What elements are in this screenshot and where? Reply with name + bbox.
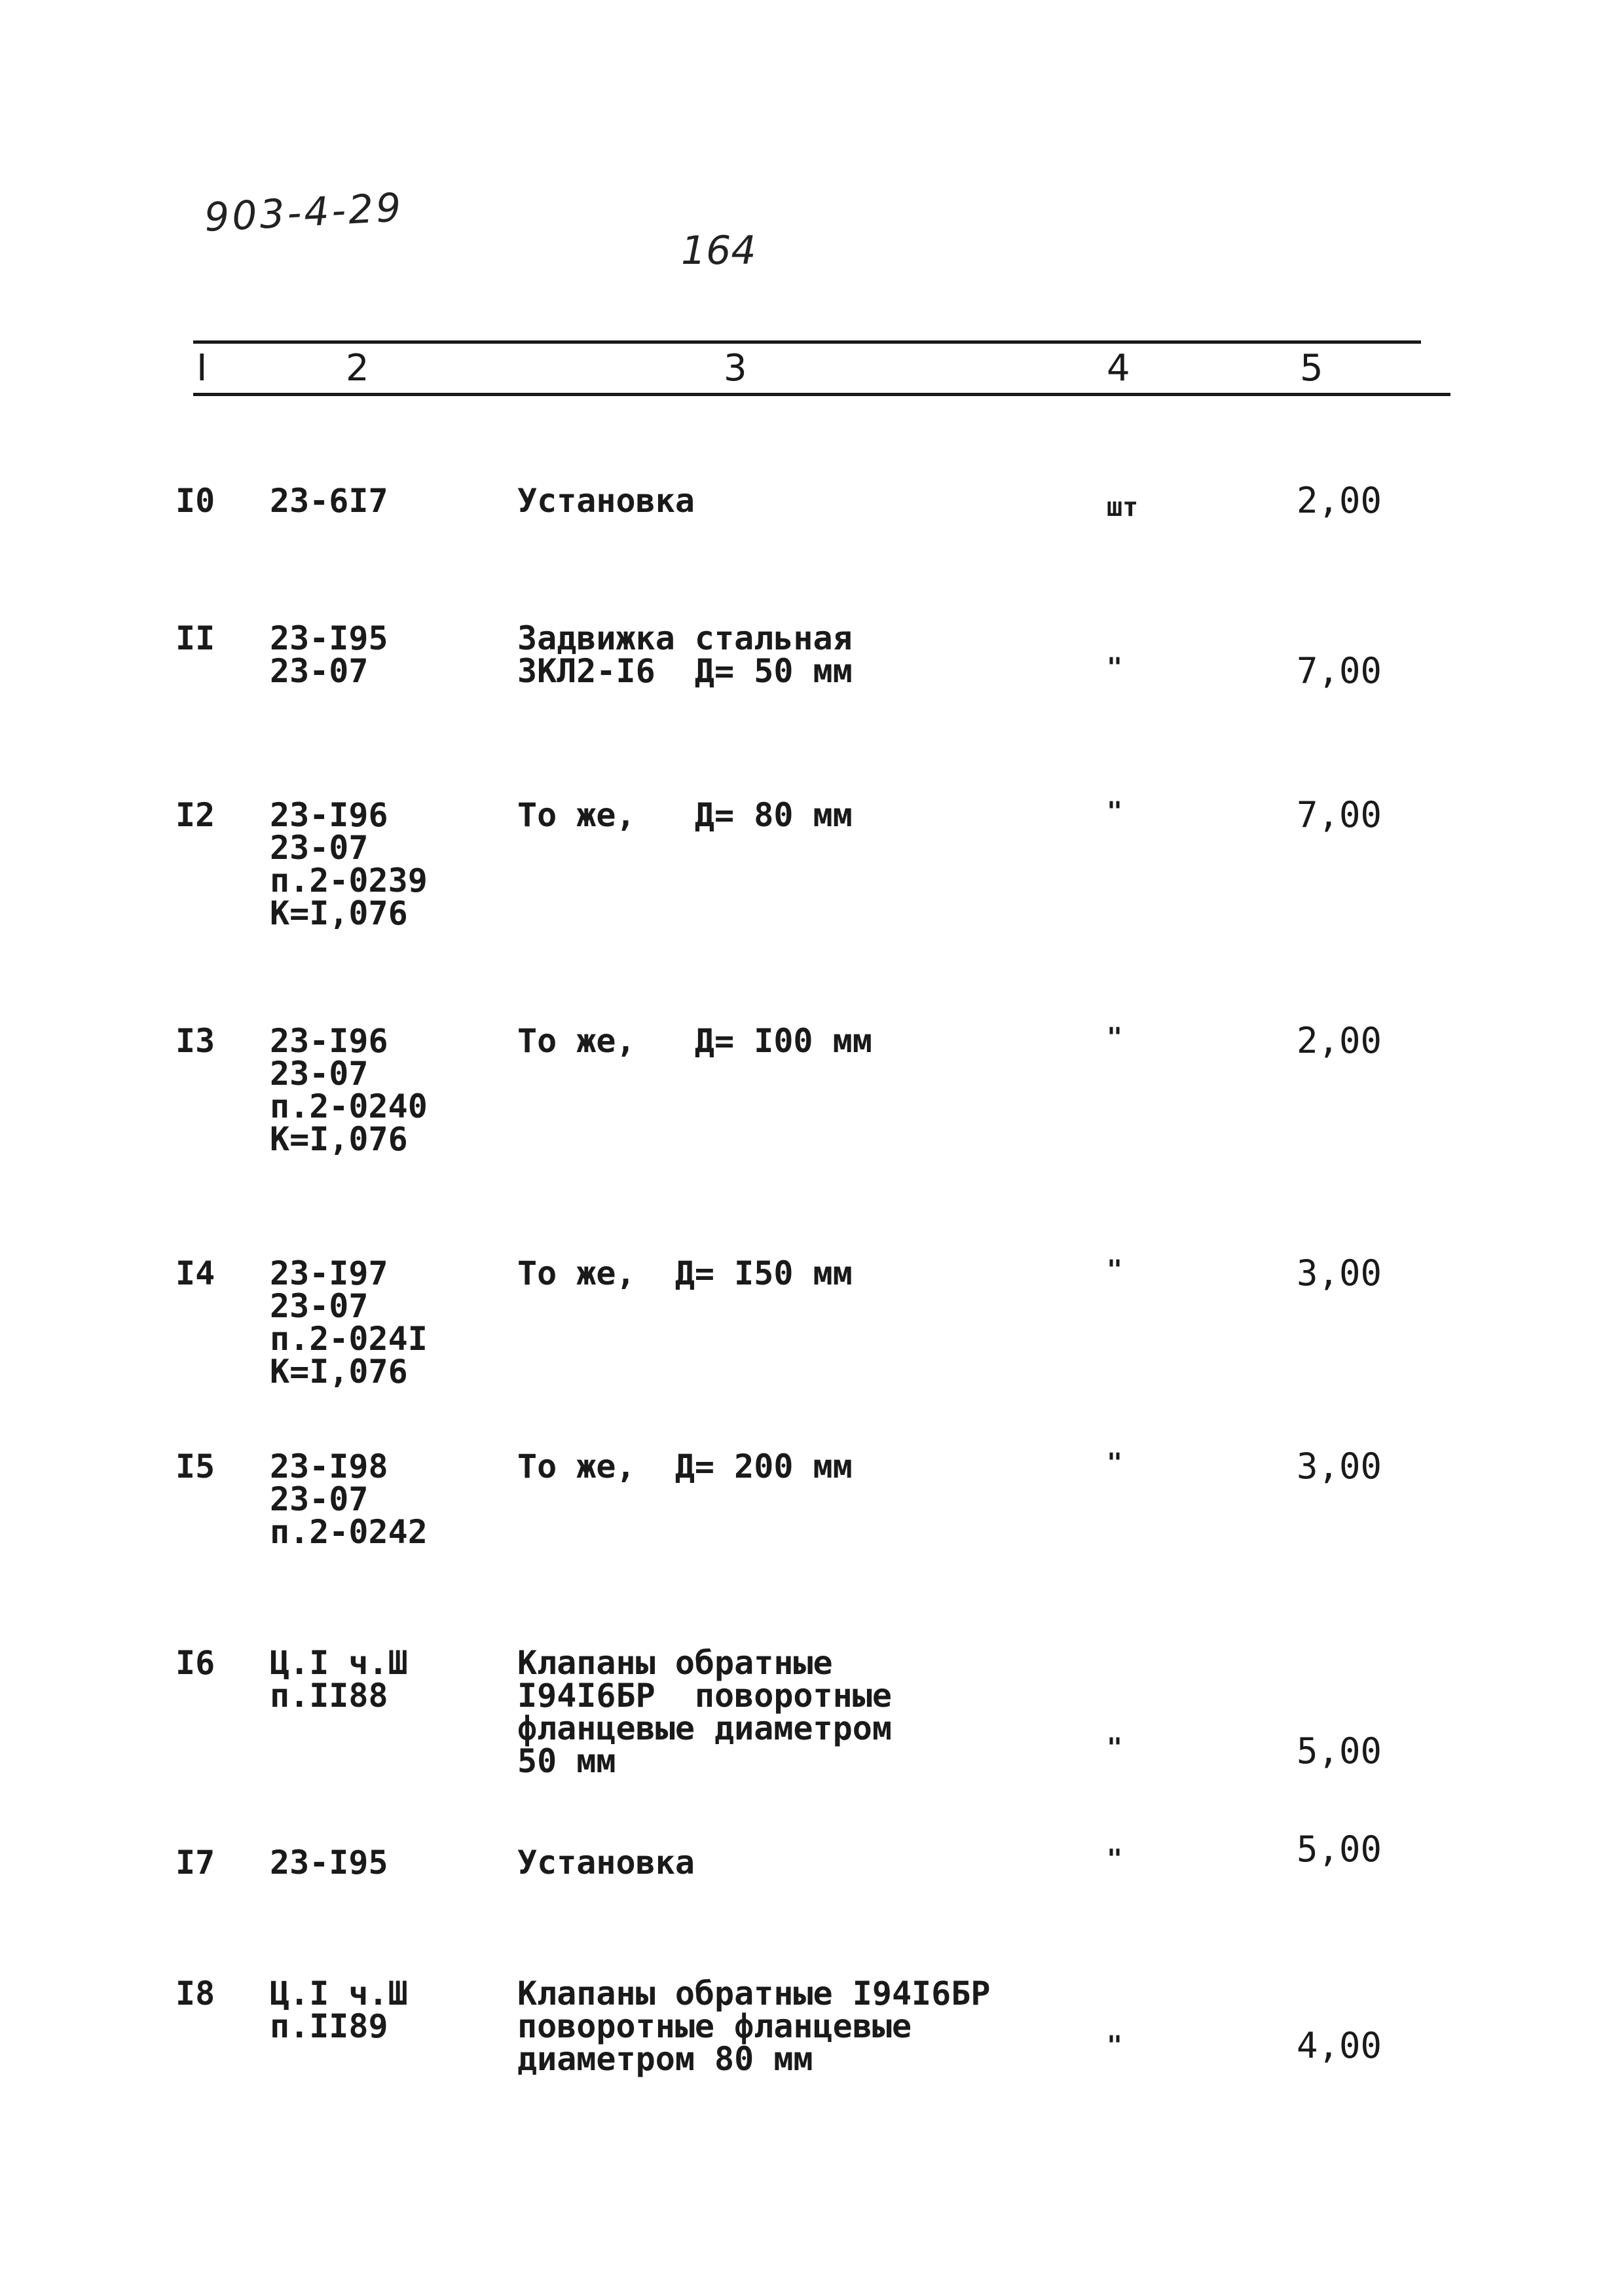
rate-code — [270, 1254, 428, 1391]
rate-code-line: К=I,076 — [270, 894, 408, 932]
rate-code — [270, 1022, 428, 1158]
unit-of-measure: " — [1107, 1255, 1123, 1285]
rate-code-line: п.2-0240 — [270, 1087, 428, 1125]
rate-code-line: 23-6I7 — [270, 482, 388, 520]
row-number: I4 — [175, 1254, 215, 1292]
work-description — [517, 1450, 853, 1483]
work-description — [517, 1644, 892, 1780]
column-header-4: 4 — [1107, 347, 1130, 390]
work-description-line: ЗКЛ2-I6 Д= 50 мм — [517, 652, 853, 690]
work-description — [517, 482, 695, 520]
rate-code-line: п.2-0242 — [270, 1513, 428, 1551]
column-header-5: 5 — [1300, 347, 1323, 390]
column-header-3: 3 — [724, 347, 747, 390]
work-description — [517, 1844, 695, 1882]
unit-of-measure: " — [1107, 1733, 1123, 1763]
work-description — [517, 796, 853, 834]
rate-code — [270, 796, 428, 932]
rate-code-line: 23-07 — [270, 1480, 369, 1518]
rate-code-line: 23-I97 — [270, 1254, 388, 1292]
rate-code-line: 23-I98 — [270, 1448, 388, 1485]
row-number: I0 — [175, 482, 215, 520]
quantity: 4,00 — [1297, 2025, 1382, 2066]
work-description-line: 50 мм — [517, 1742, 616, 1780]
work-description — [517, 1975, 991, 2078]
table-header-top-rule — [193, 340, 1421, 344]
work-description — [517, 1254, 853, 1292]
work-description-line: диаметром 80 мм — [517, 2040, 813, 2078]
work-description-line: Установка — [517, 482, 695, 520]
work-description-line: То же, Д= I50 мм — [517, 1254, 853, 1292]
rate-code-line: п.2-0239 — [270, 862, 428, 900]
document-code: 903-4-29 — [203, 185, 405, 241]
unit-of-measure: " — [1107, 1023, 1123, 1053]
rate-code-line: п.II89 — [270, 2007, 388, 2045]
row-number: I7 — [175, 1844, 215, 1882]
page-number: 164 — [681, 228, 756, 274]
unit-of-measure: " — [1107, 797, 1123, 827]
work-description-line: То же, Д= I00 мм — [517, 1022, 872, 1060]
rate-code — [270, 619, 388, 690]
unit-of-measure: " — [1107, 653, 1123, 683]
unit-of-measure: " — [1107, 2031, 1123, 2061]
work-description-line: Задвижка стальная — [517, 619, 853, 657]
row-number: I5 — [175, 1448, 215, 1485]
rate-code-line: К=I,076 — [270, 1353, 408, 1391]
rate-code-line: 23-07 — [270, 1055, 369, 1093]
quantity: 5,00 — [1297, 1829, 1382, 1870]
rate-code-line: 23-I95 — [270, 1844, 388, 1882]
work-description-line: I94I6БР поворотные — [517, 1677, 892, 1715]
work-description-line: Клапаны обратные I94I6БР — [517, 1975, 991, 2013]
rate-code — [270, 1977, 408, 2043]
row-number: I2 — [175, 796, 215, 834]
row-number: I6 — [175, 1644, 215, 1682]
column-header-2: 2 — [346, 347, 369, 390]
quantity: 3,00 — [1297, 1446, 1382, 1487]
column-header-1: I — [196, 347, 208, 390]
work-description-line: фланцевые диаметром — [517, 1709, 892, 1747]
work-description-line: То же, Д= 80 мм — [517, 796, 853, 834]
rate-code — [270, 1844, 388, 1882]
unit-of-measure: " — [1107, 1844, 1123, 1874]
quantity: 5,00 — [1297, 1730, 1382, 1772]
quantity: 3,00 — [1297, 1252, 1382, 1294]
unit-of-measure: шт — [1107, 492, 1139, 522]
rate-code-line: 23-I95 — [270, 619, 388, 657]
quantity: 2,00 — [1297, 480, 1382, 521]
quantity: 2,00 — [1297, 1020, 1382, 1061]
work-description-line: Установка — [517, 1844, 695, 1882]
table-header-bottom-rule — [193, 393, 1450, 396]
rate-code-line: п.2-024I — [270, 1320, 428, 1358]
rate-code — [270, 1448, 428, 1551]
rate-code-line: Ц.I ч.Ш — [270, 1975, 408, 2013]
work-description — [517, 619, 853, 690]
work-description-line: То же, Д= 200 мм — [517, 1448, 853, 1485]
rate-code-line: 23-I96 — [270, 796, 388, 834]
rate-code — [270, 1644, 408, 1715]
rate-code-line: К=I,076 — [270, 1120, 408, 1158]
row-number: I8 — [175, 1975, 215, 2013]
unit-of-measure: " — [1107, 1448, 1123, 1478]
quantity: 7,00 — [1297, 650, 1382, 691]
rate-code — [270, 482, 388, 520]
rate-code-line: 23-07 — [270, 829, 369, 867]
row-number: II — [175, 619, 215, 657]
rate-code-line: п.II88 — [270, 1677, 388, 1715]
work-description — [517, 1022, 872, 1060]
row-number: I3 — [175, 1022, 215, 1060]
work-description-line: Клапаны обратные — [517, 1644, 833, 1682]
rate-code-line: 23-I96 — [270, 1022, 388, 1060]
rate-code-line: 23-07 — [270, 1287, 369, 1325]
rate-code-line: Ц.I ч.Ш — [270, 1644, 408, 1682]
work-description-line: поворотные фланцевые — [517, 2007, 912, 2045]
rate-code-line: 23-07 — [270, 652, 369, 690]
quantity: 7,00 — [1297, 794, 1382, 835]
